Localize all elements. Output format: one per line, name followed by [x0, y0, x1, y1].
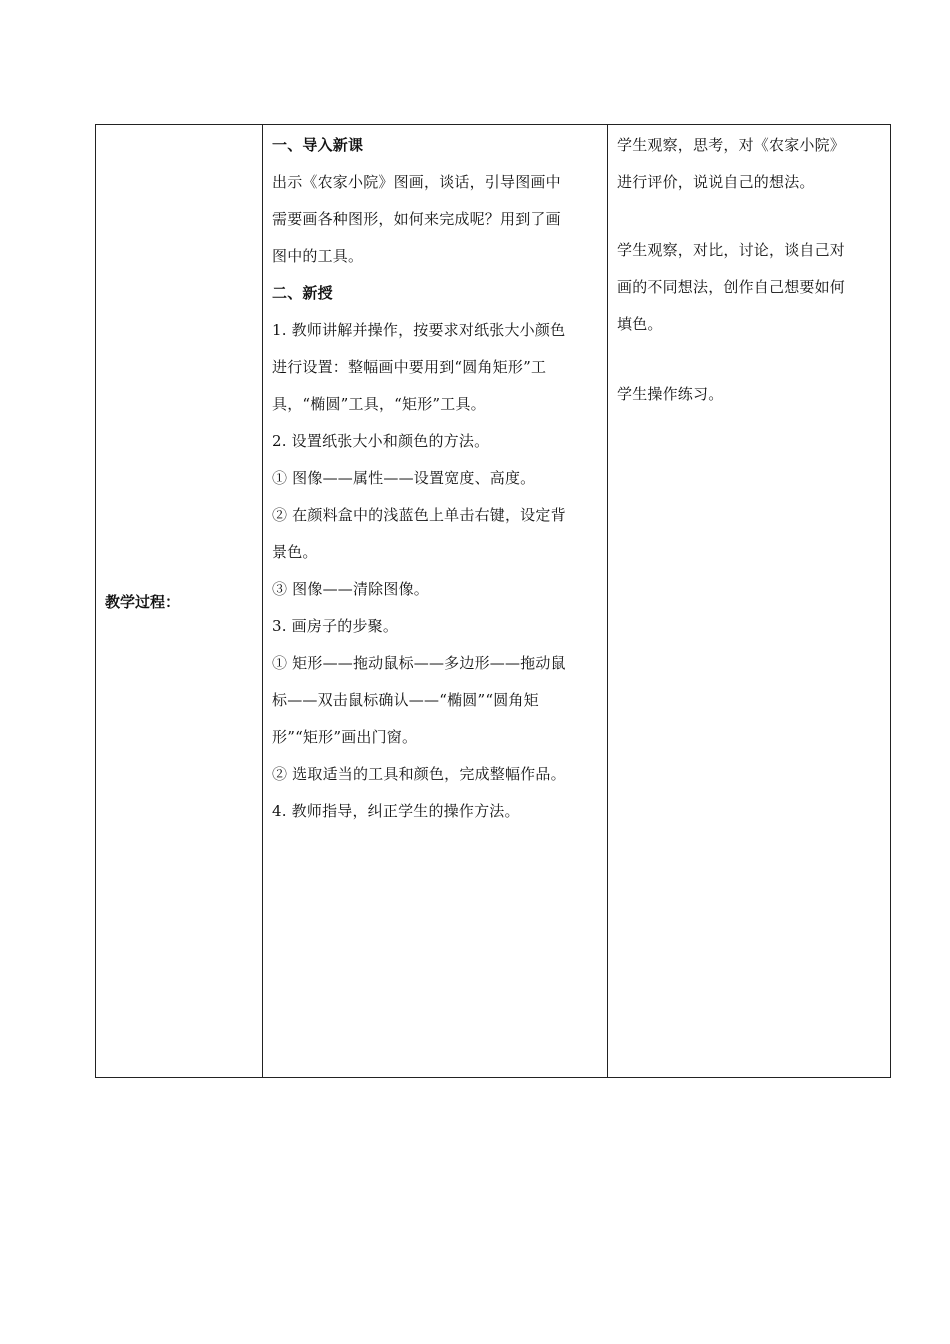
text-line: 图中的工具。 — [272, 247, 364, 265]
text-line: 填色。 — [617, 315, 663, 333]
student-activity-content — [608, 125, 890, 413]
text-line: 需要画各种图形，如何来完成呢？用到了画 — [272, 210, 561, 228]
text-line: 景色。 — [272, 543, 318, 561]
teacher-activity-cell — [263, 125, 608, 1078]
text-line: ② 选取适当的工具和颜色，完成整幅作品。 — [272, 765, 566, 783]
text-line: ② 在颜料盒中的浅蓝色上单击右键，设定背 — [272, 506, 566, 524]
text-line: ① 图像——属性——设置宽度、高度。 — [272, 469, 536, 487]
section-title-intro: 一、导入新课 — [272, 136, 364, 154]
lesson-table — [95, 124, 891, 1078]
text-line: ① 矩形——拖动鼠标——多边形——拖动鼠 — [272, 654, 566, 672]
row-label: 教学过程： — [105, 592, 181, 611]
text-line: ③ 图像——清除图像。 — [272, 580, 429, 598]
spacer — [617, 201, 884, 232]
text-line: 4. 教师指导，纠正学生的操作方法。 — [272, 802, 520, 820]
text-line: 出示《农家小院》图画，谈话，引导图画中 — [272, 173, 561, 191]
text-line: 具，“椭圆”工具，“矩形”工具。 — [272, 395, 486, 413]
text-line: 标——双击鼠标确认——“椭圆”“圆角矩 — [272, 691, 539, 709]
row-label-cell — [96, 125, 263, 1078]
text-line: 进行设置：整幅画中要用到“圆角矩形”工 — [272, 358, 547, 376]
text-line: 学生观察，思考，对《农家小院》 — [617, 136, 846, 154]
text-line: 画的不同想法，创作自己想要如何 — [617, 278, 846, 296]
text-line: 3. 画房子的步聚。 — [272, 617, 399, 635]
teaching-process-row — [96, 125, 891, 1078]
text-line: 学生观察，对比，讨论，谈自己对 — [617, 241, 846, 259]
spacer — [617, 343, 884, 376]
text-line: 1. 教师讲解并操作，按要求对纸张大小颜色 — [272, 321, 566, 339]
text-line: 2. 设置纸张大小和颜色的方法。 — [272, 432, 490, 450]
text-line: 学生操作练习。 — [617, 385, 724, 403]
section-title-new-lesson: 二、新授 — [272, 284, 333, 302]
text-line: 形”“矩形”画出门窗。 — [272, 728, 418, 746]
text-line: 进行评价，说说自己的想法。 — [617, 173, 815, 191]
teacher-activity-content — [263, 125, 607, 830]
student-activity-cell — [608, 125, 891, 1078]
